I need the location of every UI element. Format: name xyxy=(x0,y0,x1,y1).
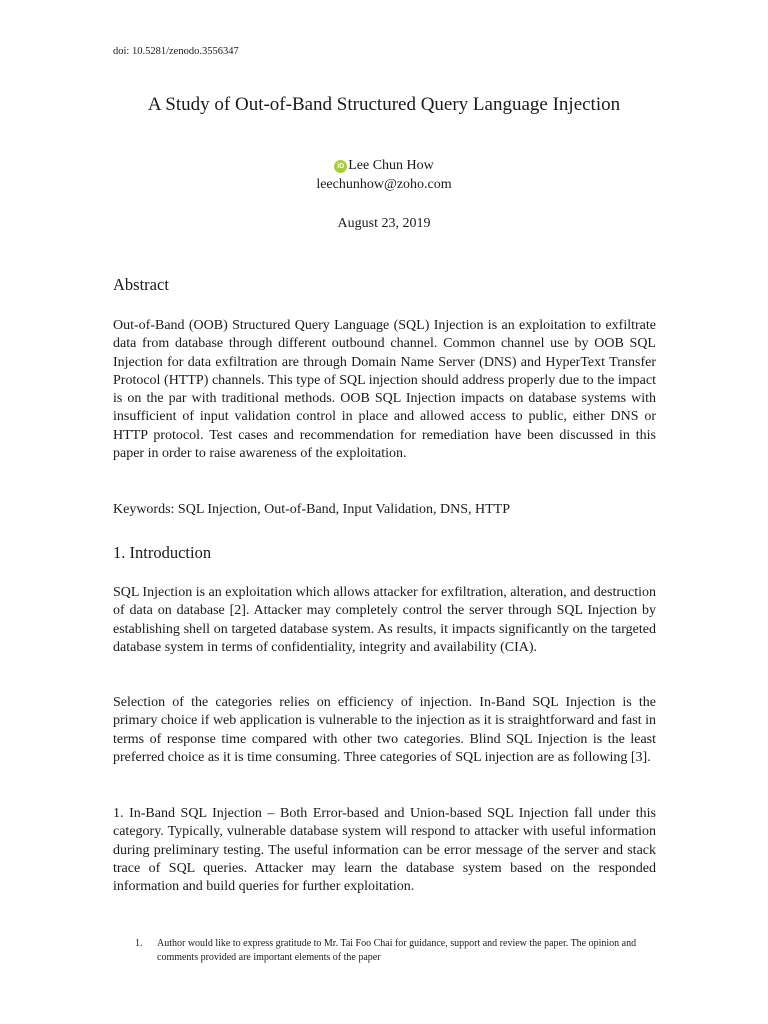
introduction-heading: 1. Introduction xyxy=(113,543,212,562)
paper-title: A Study of Out-of-Band Structured Query Language Injection xyxy=(147,94,621,115)
doi-label: doi: 10.5281/zenodo.3556347 xyxy=(113,46,239,57)
publication-date: August 23, 2019 xyxy=(337,216,431,231)
orcid-icon[interactable]: iD xyxy=(334,160,347,173)
abstract-heading: Abstract xyxy=(113,275,169,294)
introduction-paragraph-3: 1. In-Band SQL Injection – Both Error-based and Union-based SQL Injection fall under this category. Typically, vulnerable database system will respond to attacker with useful information during preliminary testing. The useful information can be error message of the server and stack trace of SQL queries. Attacker may learn the database system based on the responded information and build queries for further exploitation. xyxy=(113,806,656,895)
author-line xyxy=(0,158,768,174)
author-name: Lee Chun How xyxy=(348,158,434,173)
footnote-text: Author would like to express gratitude to Mr. Tai Foo Chai for guidance, support and review the paper. The opinion and comments provided are important elements of the paper xyxy=(157,938,637,963)
keywords-line: Keywords: SQL Injection, Out-of-Band, Input Validation, DNS, HTTP xyxy=(113,502,511,517)
abstract-text: Out-of-Band (OOB) Structured Query Language (SQL) Injection is an exploitation to exfiltrate data from database through different outbound channel. Common channel use by OOB SQL Injection for data exfiltration are through Domain Name Server (DNS) and HyperText Transfer Protocol (HTTP) channels. This type of SQL injection should address properly due to the impact is on the par with traditional methods. OOB SQL Injection impacts on database systems with insufficient of input validation control in place and allowed access to public, either DNS or HTTP protocol. Test cases and recommendation for remediation have been discussed in this paper in order to raise awareness of the exploitation. xyxy=(113,318,656,462)
introduction-paragraph-1: SQL Injection is an exploitation which allows attacker for exfiltration, alteration, and destruction of data on database [2]. Attacker may completely control the server through SQL Injection by establishing shell on targeted database system. As results, it impacts significantly on the targeted database system in terms of confidentiality, integrity and availability (CIA). xyxy=(113,585,656,655)
footnote-number: 1. xyxy=(135,938,143,949)
introduction-paragraph-2: Selection of the categories relies on efficiency of injection. In-Band SQL Injection is the primary choice if web application is vulnerable to the injection as it is straightforward and fast in terms of response time compared with other two categories. Blind SQL Injection is the least preferred choice as it is time consuming. Three categories of SQL injection are as following [3]. xyxy=(113,695,656,765)
footnote xyxy=(135,937,655,965)
author-email: leechunhow@zoho.com xyxy=(316,177,452,192)
